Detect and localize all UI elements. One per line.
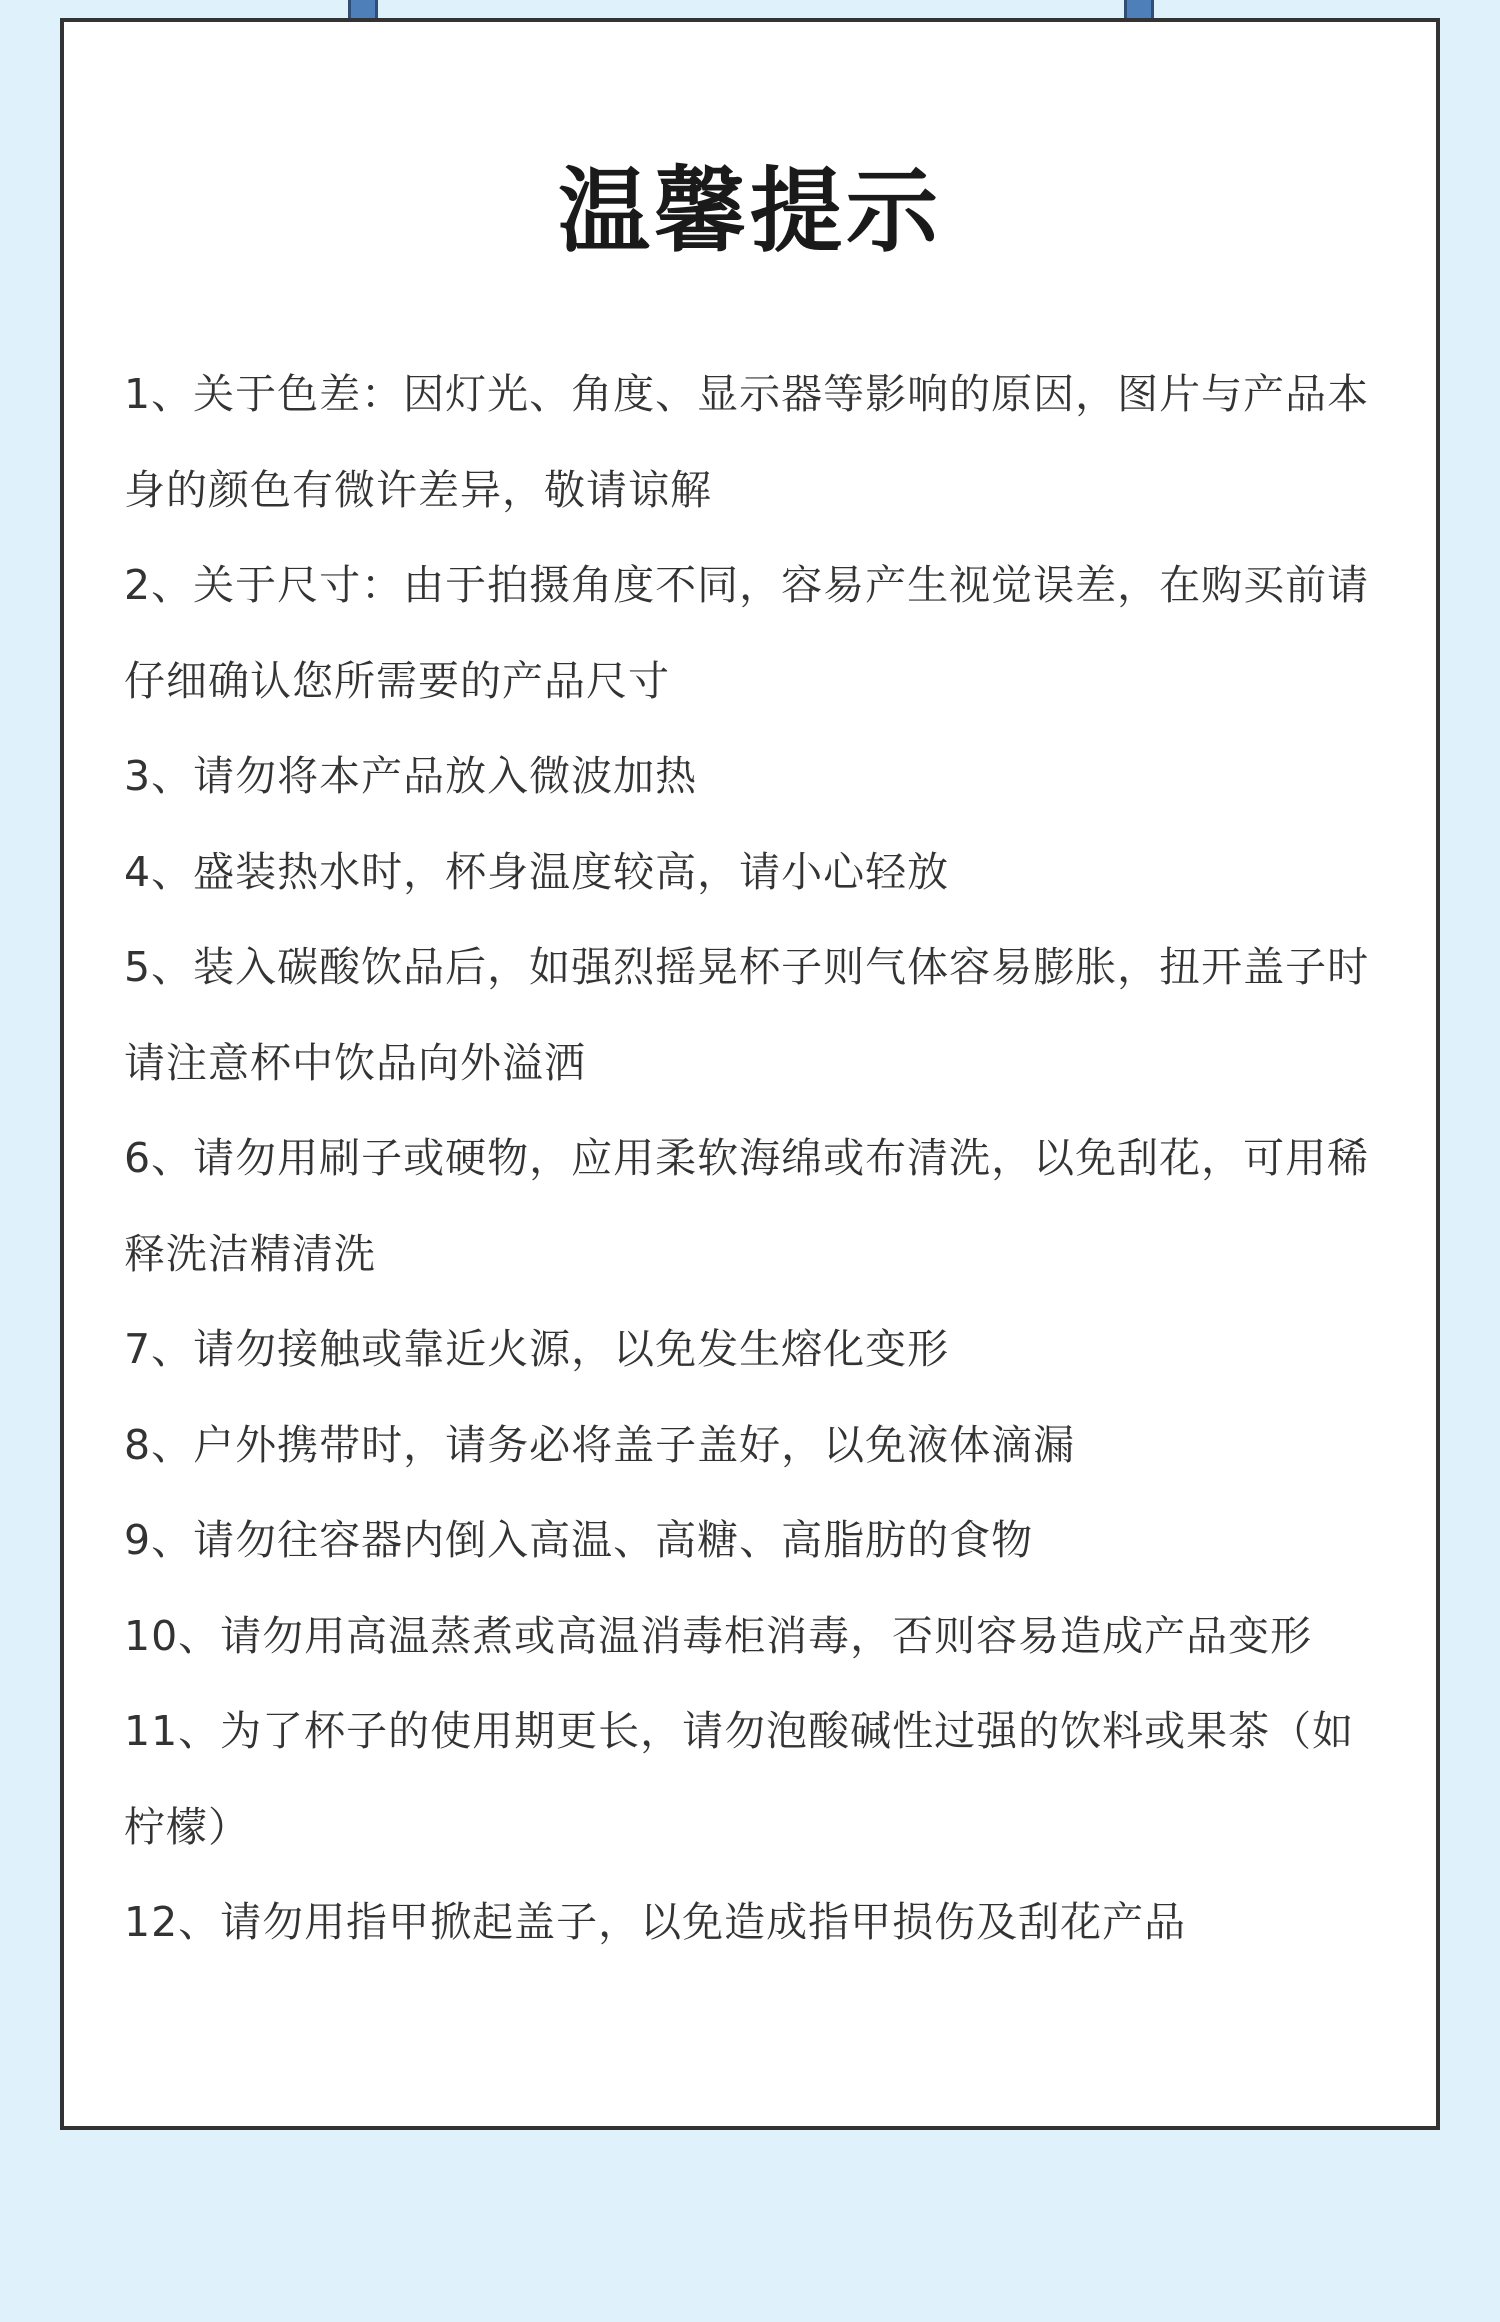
page-title: 温馨提示 [557, 158, 942, 265]
tip-item-8: 8、户外携带时，请务必将盖子盖好，以免液体滴漏 [124, 1420, 1076, 1469]
tip-item-11: 11、为了杯子的使用期更长，请勿泡酸碱性过强的饮料或果茶（如柠檬） [124, 1707, 1355, 1851]
tip-item-7: 7、请勿接触或靠近火源，以免发生熔化变形 [124, 1325, 950, 1373]
tip-item-12: 12、请勿用指甲掀起盖子，以免造成指甲损伤及刮花产品 [124, 1898, 1187, 1946]
tip-item-9: 9、请勿往容器内倒入高温、高糖、高脂肪的食物 [124, 1516, 1034, 1564]
tip-item-2: 2、关于尺寸：由于拍摄角度不同，容易产生视觉误差，在购买前请仔细确认您所需要的产品尺寸 [124, 561, 1370, 705]
tip-item-10: 10、请勿用高温蒸煮或高温消毒柜消毒，否则容易造成产品变形 [124, 1611, 1313, 1660]
tip-item-3: 3、请勿将本产品放入微波加热 [124, 752, 698, 800]
notice-card [60, 18, 1440, 2130]
tip-item-4: 4、盛装热水时，杯身温度较高，请小心轻放 [124, 847, 950, 896]
tips-list [124, 347, 1374, 1971]
tip-item-1: 1、关于色差：因灯光、角度、显示器等影响的原因，图片与产品本身的颜色有微许差异，敬请谅解 [124, 370, 1370, 514]
tip-item-5: 5、装入碳酸饮品后，如强烈摇晃杯子则气体容易膨胀，扭开盖子时请注意杯中饮品向外溢洒 [124, 943, 1370, 1087]
tip-item-6: 6、请勿用刷子或硬物，应用柔软海绵或布清洗，以免刮花，可用稀释洗洁精清洗 [124, 1134, 1370, 1278]
